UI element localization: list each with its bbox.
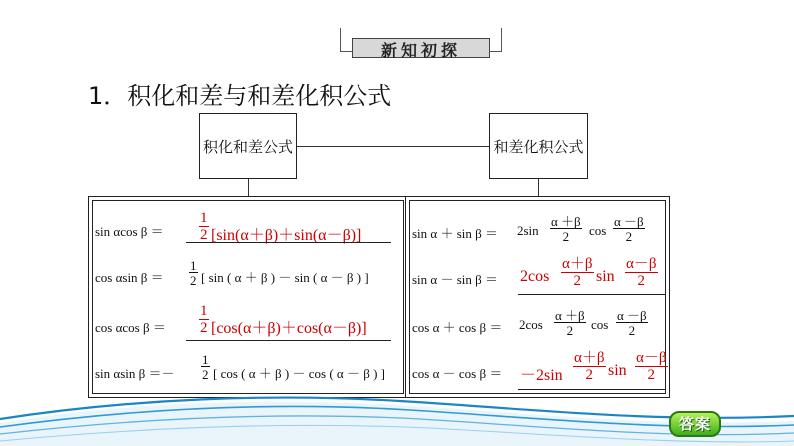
- right-formula-3-mid: cos: [591, 317, 609, 332]
- box-product-to-sum: 积化和差公式: [199, 113, 297, 179]
- answer-underline: [186, 340, 391, 341]
- left-formula-1-lhs: sin αcos β ＝: [95, 224, 164, 239]
- frac-num: 1: [202, 352, 209, 367]
- answer-underline: [186, 242, 391, 243]
- frac-num: α－β: [636, 350, 667, 366]
- banner-plate: [352, 38, 490, 58]
- answer-underline: [518, 294, 666, 295]
- left-formula-2-half: [189, 259, 198, 287]
- frac-num: α－β: [626, 256, 657, 272]
- frac-den: 2: [190, 273, 197, 288]
- frac-den: 2: [202, 367, 209, 382]
- right-formula-4-mid: sin: [608, 362, 627, 379]
- left-formula-1-half: [199, 211, 209, 243]
- right-formula-1-coef: 2sin: [517, 223, 539, 238]
- right-formula-1-lhs: sin α ＋ sin β ＝: [412, 226, 499, 241]
- frac-num: 1: [200, 210, 208, 226]
- frac-den: 2: [573, 273, 581, 289]
- frac-den: 2: [566, 323, 574, 338]
- left-formula-1-rest: [sin(α＋β)＋sin(α－β)]: [211, 227, 362, 244]
- frac-den: 2: [647, 367, 655, 383]
- section-banner: [340, 28, 502, 58]
- panel-sum-to-product: [405, 196, 670, 398]
- frac-den: 2: [628, 323, 636, 338]
- right-formula-2-frac-a: [561, 257, 594, 289]
- frac-den: 2: [625, 229, 633, 244]
- answer-button[interactable]: 答案: [669, 411, 721, 437]
- left-formula-3-rest: [cos(α＋β)＋cos(α－β)]: [211, 320, 367, 337]
- right-formula-1-frac-a: [550, 215, 582, 243]
- frac-den: 2: [637, 273, 645, 289]
- frac-num: α＋β: [574, 350, 605, 366]
- frac-num: α －β: [617, 308, 647, 323]
- right-formula-2-lhs: sin α － sin β ＝: [412, 272, 499, 287]
- page-heading: 1．积化和差与和差化积公式: [88, 82, 392, 110]
- banner-label: 新知初探: [380, 41, 461, 60]
- right-formula-2-coef: 2cos: [520, 268, 550, 285]
- left-formula-4-half: [201, 353, 210, 381]
- frac-num: α ＋β: [551, 214, 581, 229]
- right-formula-1-frac-b: [613, 215, 645, 243]
- right-formula-4-coef: －2sin: [520, 367, 563, 384]
- right-formula-4-lhs: cos α － cos β ＝: [412, 366, 503, 381]
- right-formula-4-frac-b: [635, 351, 668, 383]
- right-formula-3-lhs: cos α ＋ cos β ＝: [412, 320, 503, 335]
- frac-num: α －β: [614, 214, 644, 229]
- right-formula-2-mid: sin: [596, 268, 615, 285]
- frac-num: α ＋β: [555, 308, 585, 323]
- right-formula-2-frac-b: [625, 257, 658, 289]
- connector-right: [538, 179, 539, 196]
- left-formula-4-lhs: sin αsin β ＝－: [95, 366, 175, 381]
- right-formula-1-mid: cos: [589, 223, 607, 238]
- right-formula-3-coef: 2cos: [519, 317, 543, 332]
- right-formula-3-frac-a: [554, 309, 586, 337]
- left-formula-2-rest: [ sin ( α ＋ β ) － sin ( α － β ) ]: [201, 270, 369, 285]
- left-formula-3-half: [199, 304, 209, 336]
- frac-num: α＋β: [562, 256, 593, 272]
- left-formula-2-lhs: cos αsin β ＝: [95, 270, 164, 285]
- frac-num: 1: [200, 303, 208, 319]
- connector-line: [297, 146, 489, 147]
- panel-product-to-sum: [88, 196, 408, 398]
- left-formula-3-lhs: cos αcos β ＝: [95, 320, 166, 335]
- left-formula-4-rest: [ cos ( α ＋ β ) － cos ( α － β ) ]: [213, 366, 385, 381]
- box-sum-to-product: 和差化积公式: [489, 113, 588, 179]
- frac-den: 2: [585, 367, 593, 383]
- right-formula-3-frac-b: [616, 309, 648, 337]
- frac-den: 2: [562, 229, 570, 244]
- frac-den: 2: [200, 227, 208, 243]
- frac-den: 2: [200, 320, 208, 336]
- frac-num: 1: [190, 258, 197, 273]
- right-formula-4-frac-a: [573, 351, 606, 383]
- connector-left: [248, 179, 249, 196]
